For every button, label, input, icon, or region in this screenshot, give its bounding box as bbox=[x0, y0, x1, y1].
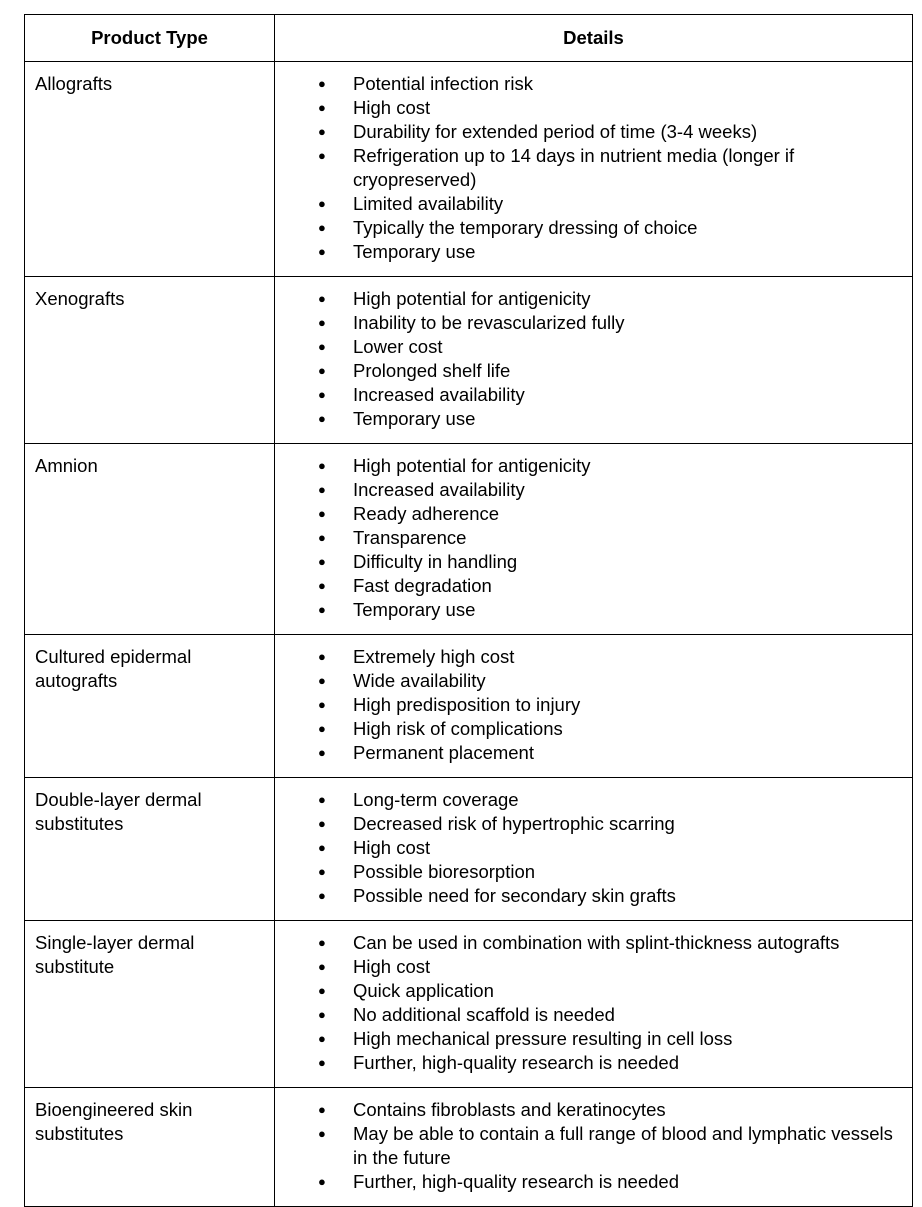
detail-list bbox=[275, 788, 906, 908]
product-type-cell: Amnion bbox=[25, 444, 275, 635]
product-type-cell: Cultured epidermal autografts bbox=[25, 635, 275, 778]
detail-list-item: ● Lower cost bbox=[275, 335, 906, 359]
product-type-cell: Double-layer dermal substitutes bbox=[25, 778, 275, 921]
detail-list-item: ● Can be used in combination with splint-thickness autografts bbox=[275, 931, 906, 955]
product-type-cell: Allografts bbox=[25, 62, 275, 277]
detail-list-item: ● Possible bioresorption bbox=[275, 860, 906, 884]
detail-list-item: ● High risk of complications bbox=[275, 717, 906, 741]
detail-list-item: ● High potential for antigenicity bbox=[275, 454, 906, 478]
detail-list-item: ● Durability for extended period of time (3-4 weeks) bbox=[275, 120, 906, 144]
table-row bbox=[25, 921, 913, 1088]
table-row bbox=[25, 635, 913, 778]
detail-list-item: ● Temporary use bbox=[275, 407, 906, 431]
detail-list-item: ● Inability to be revascularized fully bbox=[275, 311, 906, 335]
detail-list-item: ● Long-term coverage bbox=[275, 788, 906, 812]
detail-list-item: ● High cost bbox=[275, 96, 906, 120]
detail-list bbox=[275, 454, 906, 622]
detail-list-item: ● Temporary use bbox=[275, 598, 906, 622]
product-type-cell: Xenografts bbox=[25, 277, 275, 444]
table-row bbox=[25, 277, 913, 444]
details-cell bbox=[275, 62, 913, 277]
table-row bbox=[25, 778, 913, 921]
details-cell bbox=[275, 444, 913, 635]
table-body bbox=[25, 62, 913, 1207]
header-product-type: Product Type bbox=[25, 15, 275, 62]
detail-list-item: ● Wide availability bbox=[275, 669, 906, 693]
detail-list-item: ● Refrigeration up to 14 days in nutrient media (longer if cryopreserved) bbox=[275, 144, 906, 192]
details-cell bbox=[275, 277, 913, 444]
header-details: Details bbox=[275, 15, 913, 62]
detail-list-item: ● Extremely high cost bbox=[275, 645, 906, 669]
detail-list-item: ● Ready adherence bbox=[275, 502, 906, 526]
product-type-cell: Single-layer dermal substitute bbox=[25, 921, 275, 1088]
detail-list bbox=[275, 1098, 906, 1194]
detail-list-item: ● Difficulty in handling bbox=[275, 550, 906, 574]
detail-list-item: ● Further, high-quality research is needed bbox=[275, 1170, 906, 1194]
detail-list-item: ● Permanent placement bbox=[275, 741, 906, 765]
details-cell bbox=[275, 778, 913, 921]
detail-list-item: ● Transparence bbox=[275, 526, 906, 550]
detail-list-item: ● High cost bbox=[275, 836, 906, 860]
detail-list-item: ● High mechanical pressure resulting in cell loss bbox=[275, 1027, 906, 1051]
details-cell bbox=[275, 1088, 913, 1207]
detail-list-item: ● Temporary use bbox=[275, 240, 906, 264]
detail-list-item: ● Increased availability bbox=[275, 383, 906, 407]
detail-list-item: ● Prolonged shelf life bbox=[275, 359, 906, 383]
product-type-cell: Bioengineered skin substitutes bbox=[25, 1088, 275, 1207]
table-header-row bbox=[25, 15, 913, 62]
detail-list-item: ● High potential for antigenicity bbox=[275, 287, 906, 311]
detail-list-item: ● Increased availability bbox=[275, 478, 906, 502]
detail-list-item: ● Typically the temporary dressing of choice bbox=[275, 216, 906, 240]
detail-list-item: ● High predisposition to injury bbox=[275, 693, 906, 717]
detail-list-item: ● Potential infection risk bbox=[275, 72, 906, 96]
detail-list-item: ● Decreased risk of hypertrophic scarring bbox=[275, 812, 906, 836]
detail-list-item: ● May be able to contain a full range of blood and lymphatic vessels in the future bbox=[275, 1122, 906, 1170]
detail-list-item: ● Possible need for secondary skin grafts bbox=[275, 884, 906, 908]
detail-list-item: ● Quick application bbox=[275, 979, 906, 1003]
product-type-table bbox=[24, 14, 913, 1207]
detail-list-item: ● High cost bbox=[275, 955, 906, 979]
details-cell bbox=[275, 635, 913, 778]
detail-list bbox=[275, 931, 906, 1075]
details-cell bbox=[275, 921, 913, 1088]
detail-list-item: ● Further, high-quality research is needed bbox=[275, 1051, 906, 1075]
detail-list-item: ● Limited availability bbox=[275, 192, 906, 216]
detail-list-item: ● No additional scaffold is needed bbox=[275, 1003, 906, 1027]
detail-list bbox=[275, 72, 906, 264]
detail-list bbox=[275, 287, 906, 431]
detail-list-item: ● Fast degradation bbox=[275, 574, 906, 598]
table-row bbox=[25, 444, 913, 635]
detail-list bbox=[275, 645, 906, 765]
detail-list-item: ● Contains fibroblasts and keratinocytes bbox=[275, 1098, 906, 1122]
table-row bbox=[25, 1088, 913, 1207]
table-row bbox=[25, 62, 913, 277]
